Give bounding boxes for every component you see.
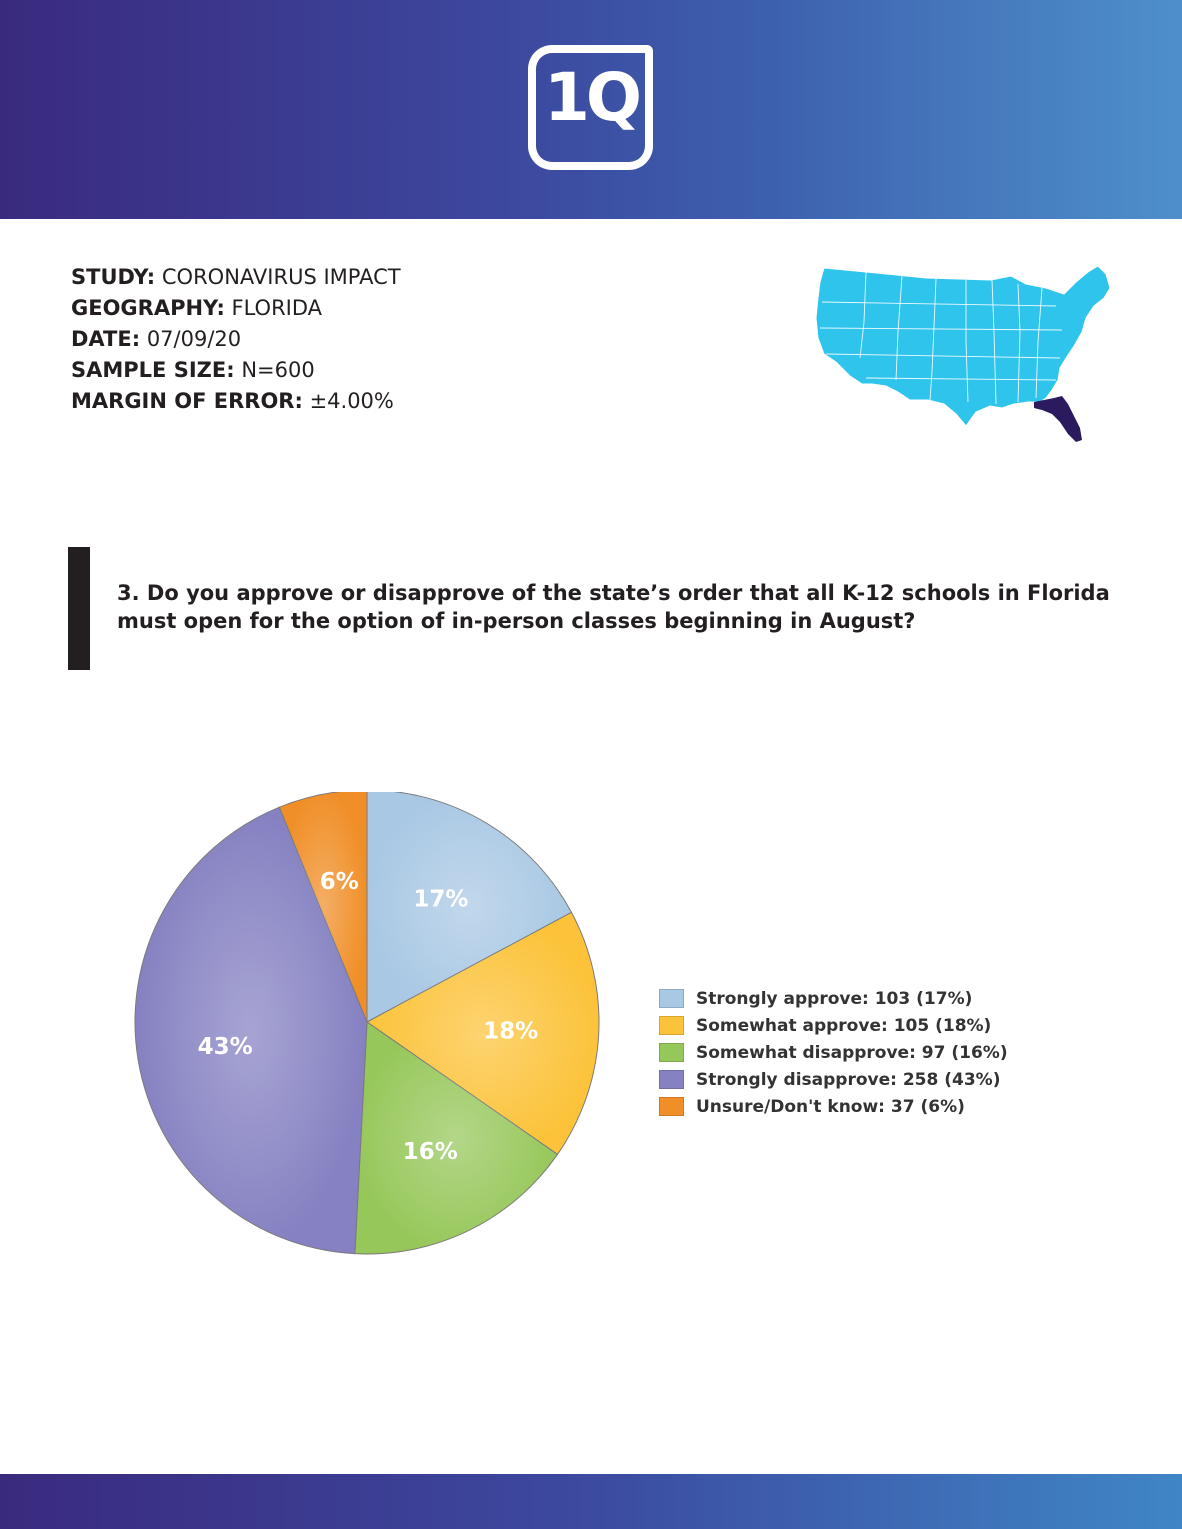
pie-chart xyxy=(132,792,602,1258)
legend-label: Somewhat disapprove: 97 (16%) xyxy=(696,1042,1008,1063)
legend-swatch xyxy=(659,1016,684,1035)
header-banner xyxy=(0,0,1182,219)
header-glow xyxy=(762,0,1182,219)
legend-swatch xyxy=(659,1070,684,1089)
date-value: 07/09/20 xyxy=(146,327,242,351)
legend-swatch xyxy=(659,1043,684,1062)
legend-label: Strongly approve: 103 (17%) xyxy=(696,988,973,1009)
legend-item xyxy=(659,1093,1008,1120)
legend-item xyxy=(659,985,1008,1012)
legend-swatch xyxy=(659,989,684,1008)
logo-text: 1Q xyxy=(543,59,639,136)
study-key: STUDY: xyxy=(71,265,156,289)
question-text: 3. Do you approve or disapprove of the state’s order that all K-12 schools in Florida must open for the option of in-person classes beginning in August? xyxy=(117,581,1110,633)
sample-size-row xyxy=(71,355,401,386)
study-value: CORONAVIRUS IMPACT xyxy=(161,265,401,289)
legend-item xyxy=(659,1012,1008,1039)
question-accent-bar xyxy=(68,547,90,670)
legend-label: Somewhat approve: 105 (18%) xyxy=(696,1015,992,1036)
geography-value: FLORIDA xyxy=(231,296,323,320)
geography-row xyxy=(71,293,401,324)
legend-label: Unsure/Don't know: 37 (6%) xyxy=(696,1096,965,1117)
pie-slice-label: 17% xyxy=(413,886,469,913)
pie-slice-label: 16% xyxy=(402,1139,458,1166)
pie-slice-label: 18% xyxy=(483,1018,539,1045)
margin-of-error-row xyxy=(71,386,401,417)
logo xyxy=(528,45,653,170)
geography-key: GEOGRAPHY: xyxy=(71,296,225,320)
sample-size-value: N=600 xyxy=(241,358,315,382)
pie-slice-label: 6% xyxy=(319,868,359,895)
study-row xyxy=(71,262,401,293)
margin-of-error-value: ±4.00% xyxy=(309,389,394,413)
date-row xyxy=(71,324,401,355)
study-info xyxy=(71,262,401,417)
legend-swatch xyxy=(659,1097,684,1116)
footer-banner xyxy=(0,1474,1182,1529)
chart-legend xyxy=(659,985,1008,1120)
legend-item xyxy=(659,1039,1008,1066)
us-map xyxy=(806,262,1116,452)
florida-highlight xyxy=(1034,396,1082,442)
pie-slice-label: 43% xyxy=(197,1033,253,1060)
date-key: DATE: xyxy=(71,327,141,351)
sample-size-key: SAMPLE SIZE: xyxy=(71,358,235,382)
legend-label: Strongly disapprove: 258 (43%) xyxy=(696,1069,1001,1090)
legend-item xyxy=(659,1066,1008,1093)
margin-of-error-key: MARGIN OF ERROR: xyxy=(71,389,303,413)
